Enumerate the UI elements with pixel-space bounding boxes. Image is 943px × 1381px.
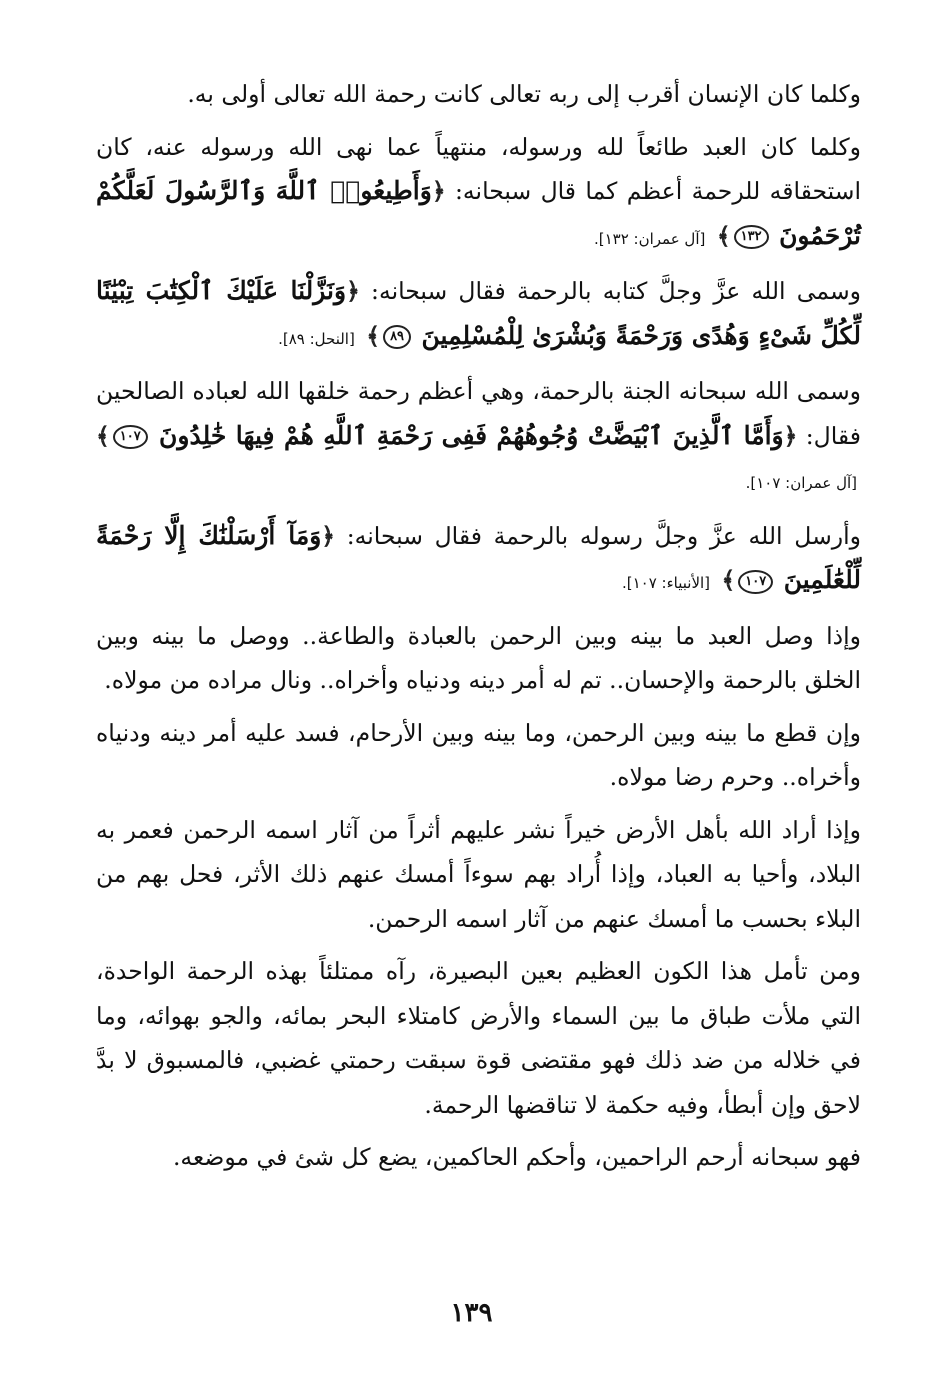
quran-verse: وَأَطِيعُوا۟ ٱللَّهَ وَٱلرَّسُولَ لَعَلَّكُمْ تُرْحَمُونَ (96, 176, 861, 250)
paragraph-text: وإذا وصل العبد ما بينه وبين الرحمن بالعبادة والطاعة.. ووصل ما بينه وبين الخلق بالرحمة والإحسان.. تم له أمر دينه ودنياه وأخراه.. ونال مراده من مولاه. (96, 621, 861, 694)
quran-verse: وَأَمَّا ٱلَّذِينَ ٱبْيَضَّتْ وُجُوهُهُمْ فَفِى رَحْمَةِ ٱللَّهِ هُمْ فِيهَا خَٰلِدُونَ (159, 420, 784, 450)
verse-close-bracket: ﴾ (96, 421, 110, 450)
paragraph-text: ومن تأمل هذا الكون العظيم بعين البصيرة، رآه ممتلئاً بهذه الرحمة الواحدة، التي ملأت طباق ما بين السماء والأرض كامتلاء البحر بمائه، والجو بهوائه، وما في خلاله من ضد ذلك فهو مقتضى قوة سبقت رحمتي غضبي، فالمسبوق لا بدَّ لاحق وإن أبطأ، وفيه حكمة لا تناقضها الرحمة. (96, 957, 861, 1119)
paragraph-5 (96, 514, 861, 606)
paragraph-4 (96, 369, 861, 506)
verse-open-bracket: ﴿ (783, 421, 798, 450)
verse-reference: [الأنبياء: ١٠٧]. (621, 574, 711, 592)
verse-open-bracket: ﴿ (431, 177, 446, 205)
paragraph-3 (96, 269, 861, 361)
verse-close-bracket: ﴾ (366, 321, 381, 350)
paragraph-10 (96, 1135, 861, 1180)
paragraph-text: وسمى الله عزَّ وجلَّ كتابه بالرحمة فقال سبحانه: (371, 277, 861, 305)
paragraph-text: وإذا أراد الله بأهل الأرض خيراً نشر عليهم أثراً من آثار اسمه الرحمن فعمر به البلاد، وأحيا به العباد، وإذا أُراد بهم سوءاً أمسك عنهم ذلك الأثر، فحل بهم من البلاء بحسب ما أمسك عنهم من آثار اسمه الرحمن. (96, 815, 861, 933)
ayah-number: ٨٩ (383, 325, 411, 349)
verse-reference: [آل عمران: ١٠٧]. (745, 474, 857, 492)
verse-close-bracket: ﴾ (716, 221, 731, 250)
verse-open-bracket: ﴿ (321, 521, 336, 550)
quran-verse: وَمَآ أَرْسَلْنَٰكَ إِلَّا رَحْمَةً لِّلْعَٰلَمِينَ (96, 520, 861, 594)
page-number: ١٣٩ (450, 1298, 493, 1328)
paragraph-6 (96, 614, 861, 703)
ayah-number: ١٣٢ (734, 225, 769, 249)
paragraph-2 (96, 125, 861, 262)
ayah-number: ١٠٧ (738, 570, 773, 594)
ayah-number: ١٠٧ (113, 425, 148, 449)
paragraph-text: وكلما كان الإنسان أقرب إلى ربه تعالى كانت رحمة الله تعالى أولى به. (187, 80, 861, 108)
verse-reference: [النحل: ٨٩]. (278, 329, 355, 348)
verse-open-bracket: ﴿ (346, 277, 360, 305)
quran-verse: وَنَزَّلْنَا عَلَيْكَ ٱلْكِتَٰبَ تِبْيَٰنًا لِّكُلِّ شَىْءٍ وَهُدًى وَرَحْمَةً وَبُشْرَىٰ لِلْمُسْلِمِينَ (96, 276, 861, 350)
paragraph-8 (96, 808, 861, 942)
verse-close-bracket: ﴾ (721, 566, 736, 594)
paragraph-text: فهو سبحانه أرحم الراحمين، وأحكم الحاكمين، يضع كل شئ في موضعه. (172, 1143, 861, 1171)
paragraph-9 (96, 949, 861, 1127)
paragraph-text: وسمى الله سبحانه الجنة بالرحمة، وهي أعظم رحمة خلقها الله لعباده الصالحين فقال: (96, 377, 861, 450)
page-body (96, 72, 861, 1188)
paragraph-text: وأرسل الله عزَّ وجلَّ رسوله بالرحمة فقال سبحانه: (346, 521, 861, 550)
paragraph-7 (96, 711, 861, 800)
paragraph-1 (96, 72, 861, 117)
paragraph-text: وإن قطع ما بينه وبين الرحمن، وما بينه وبين الأرحام، فسد عليه أمر دينه ودنياه وأخراه.. وحرم رضا مولاه. (96, 718, 861, 791)
paragraph-text: وكلما كان العبد طائعاً لله ورسوله، منتهياً عما نهى الله ورسوله عنه، كان استحقاقه للرحمة أعظم كما قال سبحانه: (96, 132, 861, 205)
verse-reference: [آل عمران: ١٣٢]. (593, 229, 706, 248)
